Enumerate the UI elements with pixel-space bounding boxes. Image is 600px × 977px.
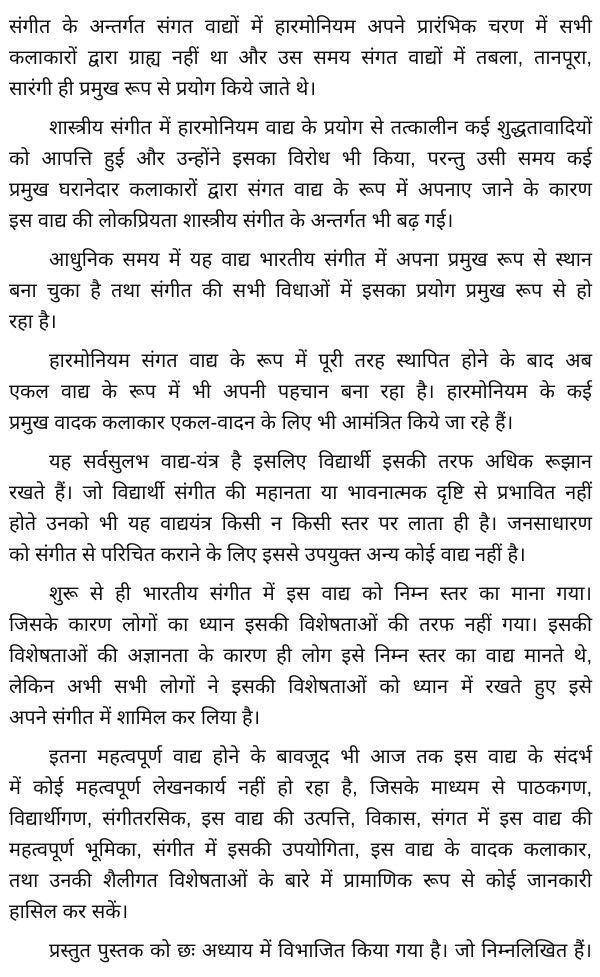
text-line: आधुनिक समय में यह वाद्य भारतीय संगीत में अपना प्रमुख रूप से स्थान	[49, 249, 592, 271]
text-line: प्रमुख वादक कलाकार एकल-वादन के लिए भी आमंत्रित किये जा रहे हैं।	[9, 412, 514, 434]
text-line: यह सर्वसुलभ वाद्य-यंत्र है इसलिए विद्यार्थी इसकी तरफ अधिक रूझान	[49, 451, 592, 473]
text-line: शुरू से ही भारतीय संगीत में इस वाद्य को निम्न स्तर का माना गया।	[49, 583, 592, 605]
text-line: हारमोनियम संगत वाद्य के रूप में पूरी तरह स्थापित होने के बाद अब	[49, 350, 592, 372]
text-line: बना चुका है तथा संगीत की सभी विधाओं में इसका प्रयोग प्रमुख रूप से हो	[9, 280, 592, 302]
text-line: इस वाद्य की लोकप्रियता शास्त्रीय संगीत के अन्तर्गत भी बढ़ गई।	[9, 210, 454, 232]
paragraph	[9, 447, 592, 571]
text-line: रहा है।	[9, 311, 57, 333]
text-line: को आपत्ति हुई और उन्होंने इसका विरोध भी किया, परन्तु उसी समय कई	[9, 148, 592, 170]
paragraph	[9, 12, 592, 105]
text-line: अपने संगीत में शामिल कर लिया है।	[9, 707, 261, 729]
text-line: जिसके कारण लोगों का ध्यान इसकी विशेषताओं की तरफ नहीं गया। इसकी	[9, 614, 592, 636]
text-line: शास्त्रीय संगीत में हारमोनियम वाद्य के प्रयोग से तत्कालीन कई शुद्धतावादियों	[49, 117, 592, 139]
text-line: प्रस्तुत पुस्तक को छः अध्याय में विभाजित किया गया है। जो निम्नलिखित हैं।	[49, 940, 592, 962]
text-line: कलाकारों द्वारा ग्राह्य नहीं था और उस समय संगत वाद्यों में तबला, तानपूरा,	[9, 47, 592, 69]
paragraph	[9, 245, 592, 338]
text-line: रखते हैं। जो विद्यार्थी संगीत की महानता या भावनात्मक दृष्टि से प्रभावित नहीं	[9, 482, 592, 504]
paragraph	[9, 113, 592, 237]
text-line: संगीत के अन्तर्गत संगत वाद्यों में हारमोनियम अपने प्रारंभिक चरण में सभी	[9, 16, 592, 38]
text-line: में कोई महत्वपूर्ण लेखनकार्य नहीं हो रहा है, जिसके माध्यम से पाठकगण,	[9, 777, 592, 799]
text-line: इतना महत्वपूर्ण वाद्य होने के बावजूद भी आज तक इस वाद्य के संदर्भ	[49, 746, 592, 768]
text-line: प्रमुख घरानेदार कलाकारों द्वारा संगत वाद्य के रूप में अपनाए जाने के कारण	[9, 179, 592, 201]
text-line: विद्यार्थीगण, संगीतरसिक, इस वाद्य की उत्पत्ति, विकास, संगत में इस वाद्य की	[9, 808, 592, 830]
text-line: तथा उनकी शैलीगत विशेषताओं के बारे में प्रामाणिक रूप से कोई जानकारी	[9, 870, 592, 892]
text-line: एकल वाद्य के रूप में भी अपनी पहचान बना रहा है। हारमोनियम के कई	[9, 381, 592, 403]
text-line: सारंगी ही प्रमुख रूप से प्रयोग किये जाते थे।	[9, 78, 317, 100]
paragraph	[9, 579, 592, 734]
paragraph	[9, 346, 592, 439]
text-line: विशेषताओं की अज्ञानता के कारण ही लोग इसे निम्न स्तर का वाद्य मानते थे,	[9, 645, 592, 667]
text-line: को संगीत से परिचित कराने के लिए इससे उपयुक्त अन्य कोई वाद्य नहीं है।	[9, 544, 526, 566]
text-line: लेकिन अभी सभी लोगों ने इसकी विशेषताओं को ध्यान में रखते हुए इसे	[9, 676, 592, 698]
text-line: महत्वपूर्ण भूमिका, संगीत में इसकी उपयोगिता, इस वाद्य के वादक कलाकार,	[9, 839, 592, 861]
paragraph	[9, 936, 592, 967]
text-line: हासिल कर सकें।	[9, 901, 129, 923]
paragraph	[9, 742, 592, 928]
text-line: होते उनको भी यह वाद्ययंत्र किसी न किसी स्तर पर लाता ही है। जनसाधारण	[9, 513, 592, 535]
